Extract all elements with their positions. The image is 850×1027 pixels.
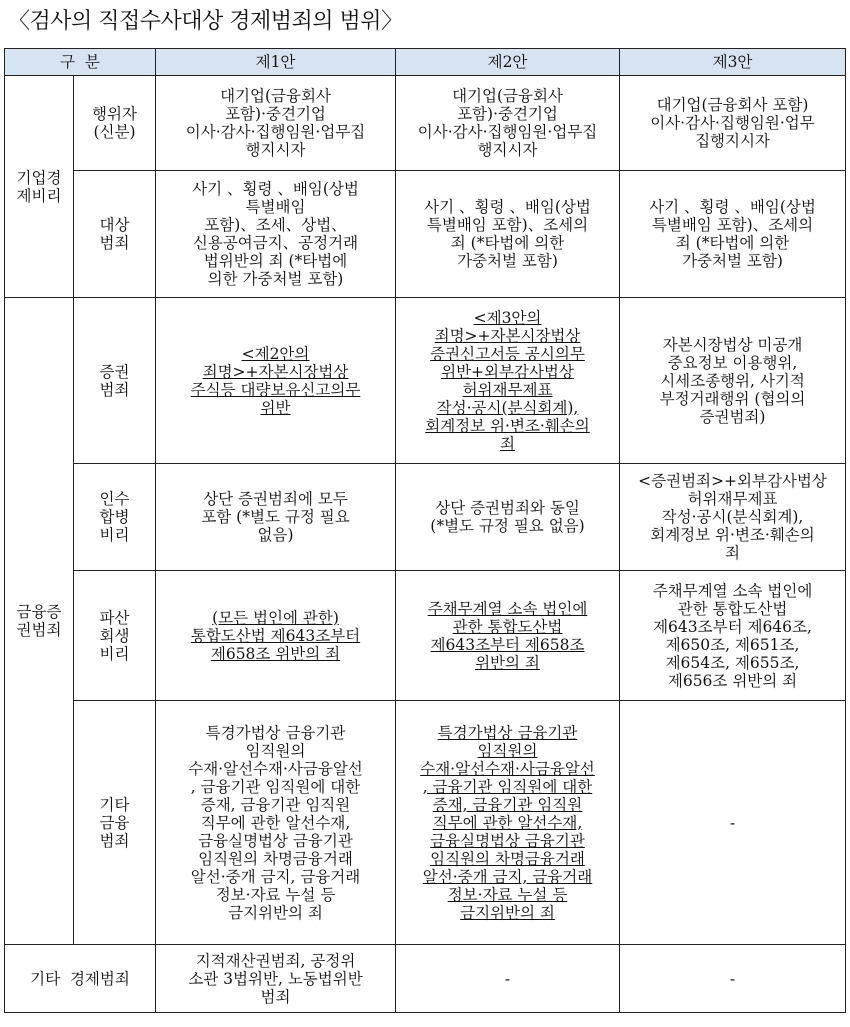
cell-offender-plan2: 대기업(금융회사 포함)·중견기업 이사·감사·집행임원·업무집 행지시자 — [396, 76, 620, 171]
row-label-target: 대상 범죄 — [74, 171, 156, 298]
cell-merger-plan3: <증권범죄>+외부감사법상 허위재무제표 작성·공시(분식회계), 회계정보 위·변조·훼손의 죄 — [620, 464, 846, 571]
header-plan3: 제3안 — [620, 49, 846, 76]
row-label-offender: 행위자 (신분) — [74, 76, 156, 171]
cell-securities-plan1: <제2안의 죄명>+자본시장법상 주식등 대량보유신고의무 위반 — [156, 298, 396, 464]
cell-other-plan3: - — [620, 945, 846, 1013]
table-row — [5, 76, 846, 171]
table-row — [5, 171, 846, 298]
cell-bankruptcy-plan3: 주채무계열 소속 법인에 관한 통합도산법 제643조부터 제646조, 제650조, 제651조, 제654조, 제655조, 제656조 위반의 죄 — [620, 571, 846, 701]
row-label-bankruptcy: 파산 회생 비리 — [74, 571, 156, 701]
cell-securities-plan2: <제3안의 죄명>+자본시장법상 증권신고서등 공시의무 위반+외부감사법상 허위재무제표 작성·공시(분식회계), 회계정보 위·변조·훼손의 죄 — [396, 298, 620, 464]
cell-other-financial-plan2: 특경가법상 금융기관 임직원의 수재·알선수재·사금융알선 , 금융기관 임직원에 대한 증재, 금융기관 임직원 직무에 관한 알선수재, 금융실명법상 금융기관 임직원의 차명금융거래 알선·중개 금지, 금융거래 정보·자료 누설 등 금지위반의 죄 — [396, 701, 620, 945]
cell-target-plan3: 사기 、횡령 、배임(상법 특별배임 포함)、조세의 죄 (*타법에 의한 가중처벌 포함) — [620, 171, 846, 298]
cell-offender-plan1: 대기업(금융회사 포함)·중견기업 이사·감사·집행임원·업무집 행지시자 — [156, 76, 396, 171]
cell-other-plan2: - — [396, 945, 620, 1013]
header-row — [5, 49, 846, 76]
cell-bankruptcy-plan2: 주채무계열 소속 법인에 관한 통합도산법 제643조부터 제658조 위반의 죄 — [396, 571, 620, 701]
cell-other-financial-plan3: - — [620, 701, 846, 945]
cell-other-financial-plan1: 특경가법상 금융기관 임직원의 수재·알선수재·사금융알선 , 금융기관 임직원에 대한 증재, 금융기관 임직원 직무에 관한 알선수재, 금융실명법상 금융기관 임직원의 차명금융거래 알선·중개 금지, 금융거래 정보·자료 누설 등 금지위반의 죄 — [156, 701, 396, 945]
cell-other-plan1: 지적재산권범죄, 공정위 소관 3법위반, 노동법위반 범죄 — [156, 945, 396, 1013]
cell-bankruptcy-plan1: (모든 법인에 관한) 통합도산법 제643조부터 제658조 위반의 죄 — [156, 571, 396, 701]
cell-target-plan2: 사기 、횡령 、배임(상법 특별배임 포함)、조세의 죄 (*타법에 의한 가중처벌 포함) — [396, 171, 620, 298]
row-label-securities: 증권 범죄 — [74, 298, 156, 464]
cell-target-plan1: 사기 、횡령 、배임(상법 특별배임 포함)、조세、상법、 신용공여금지、공정거래 법위반의 죄 (*타법에 의한 가중처벌 포함) — [156, 171, 396, 298]
table-row — [5, 701, 846, 945]
table-row — [5, 298, 846, 464]
group-other: 기타 경제범죄 — [5, 945, 156, 1013]
cell-offender-plan3: 대기업(금융회사 포함) 이사·감사·집행임원·업무 집행지시자 — [620, 76, 846, 171]
cell-merger-plan1: 상단 증권범죄에 모두 포함 (*별도 규정 필요 없음) — [156, 464, 396, 571]
economic-crime-table — [4, 48, 846, 1013]
cell-securities-plan3: 자본시장법상 미공개 중요정보 이용행위, 시세조종행위, 사기적 부정거래행위 (협의의 증권범죄) — [620, 298, 846, 464]
page-title: 〈검사의 직접수사대상 경제범죄의 범위〉 — [8, 9, 403, 34]
row-label-merger: 인수 합병 비리 — [74, 464, 156, 571]
cell-merger-plan2: 상단 증권범죄와 동일 (*별도 규정 필요 없음) — [396, 464, 620, 571]
table-row — [5, 571, 846, 701]
table-row — [5, 945, 846, 1013]
header-division: 구 분 — [5, 49, 156, 76]
header-plan1: 제1안 — [156, 49, 396, 76]
table-row — [5, 464, 846, 571]
row-label-other-financial: 기타 금융 범죄 — [74, 701, 156, 945]
group-financial: 금융증 권범죄 — [5, 298, 74, 945]
header-plan2: 제2안 — [396, 49, 620, 76]
group-corporate: 기업경 제비리 — [5, 76, 74, 298]
